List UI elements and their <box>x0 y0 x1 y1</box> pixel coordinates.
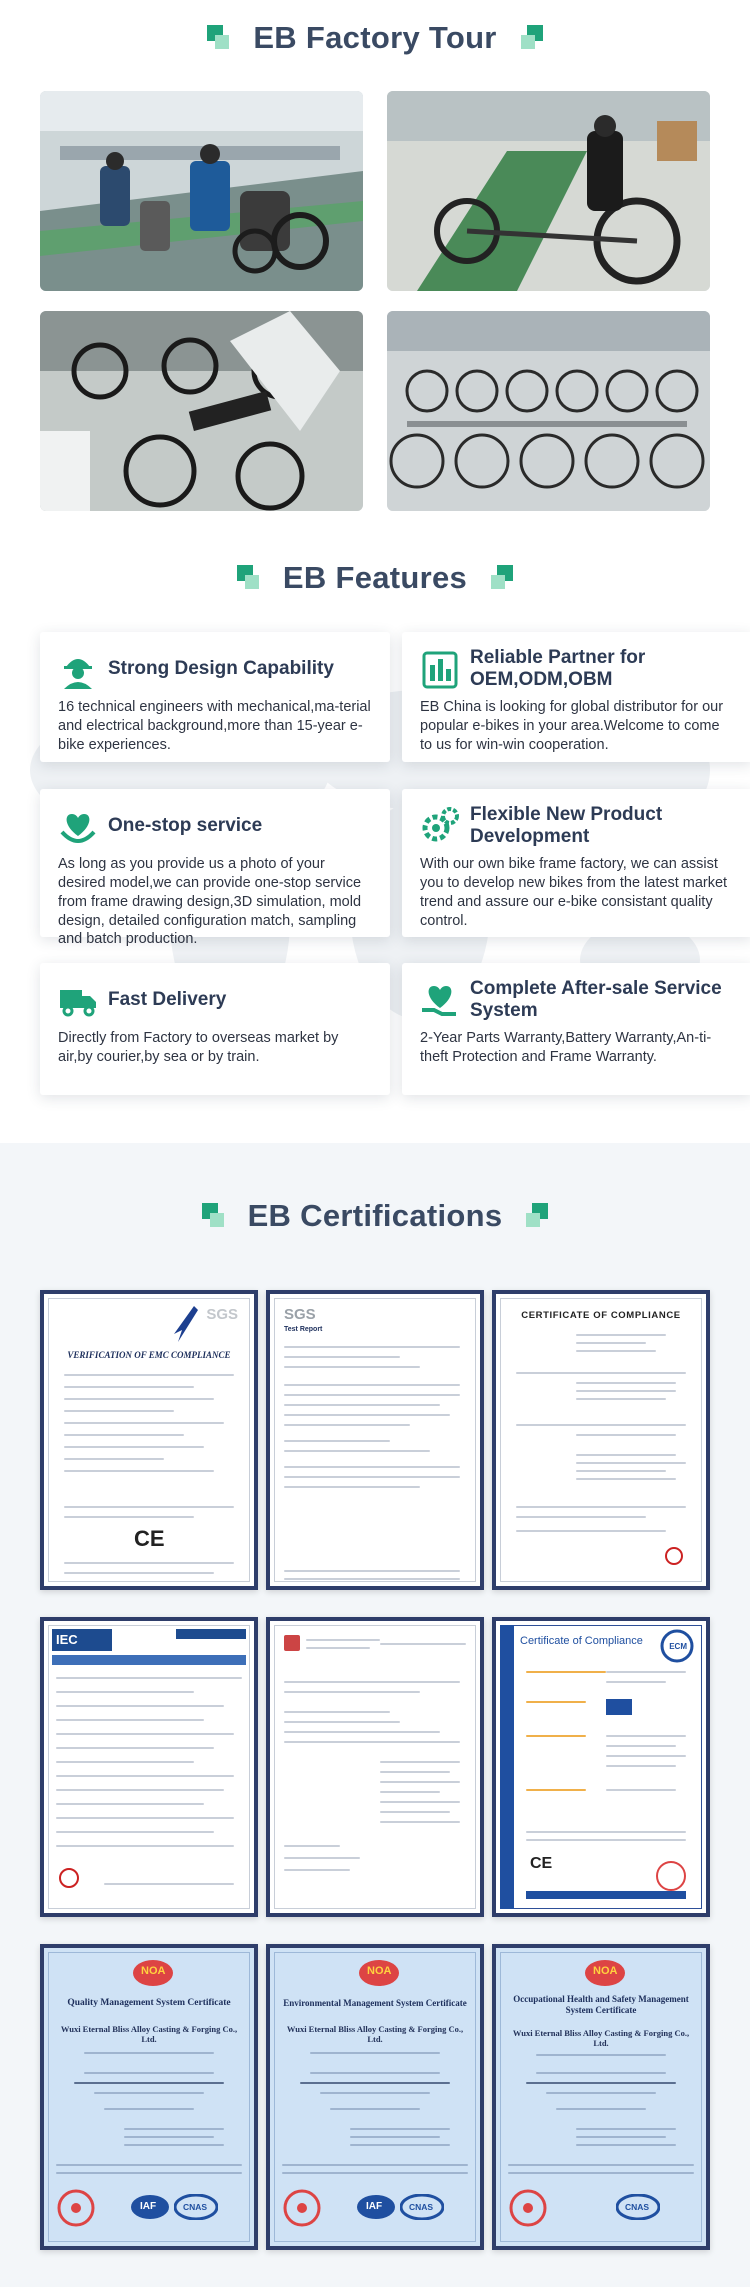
feature-text: Directly from Factory to overseas market by air,by courier,by sea or by train. <box>58 1030 339 1065</box>
ecm-logo: ECM <box>669 1642 687 1651</box>
features-title: EB Features <box>282 560 468 595</box>
feature-title: Strong Design Capability <box>108 658 334 680</box>
features-section-title <box>0 560 750 596</box>
certifications-section-title <box>0 1198 750 1234</box>
decor-squares-icon <box>489 565 515 591</box>
factory-title: EB Factory Tour <box>253 20 497 55</box>
red-seal-icon <box>56 2188 96 2228</box>
certificate-heading: Occupational Health and Safety Management System Certificate <box>513 1994 689 2016</box>
certificate-environmental-management <box>266 1944 484 2250</box>
noa-logo: NOA <box>141 1965 166 1977</box>
decor-squares-icon <box>519 25 545 51</box>
noa-logo: NOA <box>367 1965 392 1977</box>
certificate-company: Wuxi Eternal Bliss Alloy Casting & Forging Co., Ltd. <box>512 2028 690 2048</box>
red-seal-icon <box>282 2188 322 2228</box>
truck-icon <box>58 980 98 1020</box>
certificate-test-document <box>266 1617 484 1917</box>
feature-card-development <box>402 789 750 937</box>
sgs-logo: SGS <box>206 1306 238 1323</box>
certificate-ecm-compliance <box>492 1617 710 1917</box>
feature-card-aftersale <box>402 963 750 1095</box>
certificate-heading: CERTIFICATE OF COMPLIANCE <box>521 1310 681 1321</box>
iaf-logo: IAF <box>366 2201 383 2212</box>
iaf-logo: IAF <box>140 2201 157 2212</box>
cnas-logo: CNAS <box>183 2202 208 2212</box>
feature-text: 2-Year Parts Warranty,Battery Warranty,An-ti-theft Protection and Frame Warranty. <box>420 1030 712 1065</box>
feature-text: 16 technical engineers with mechanical,ma-terial and electrical background,more than 15-year e-bike experiences. <box>58 699 371 753</box>
eagle-icon <box>164 1304 204 1344</box>
feature-card-partner <box>402 632 750 762</box>
certificate-sgs-test-report <box>266 1290 484 1590</box>
decor-squares-icon <box>524 1203 550 1229</box>
certificate-occupational-health <box>492 1944 710 2250</box>
ce-mark-icon: CE <box>530 1855 553 1872</box>
sgs-logo: SGS <box>284 1306 316 1323</box>
certifications-title: EB Certifications <box>247 1198 503 1233</box>
ul-mark-icon <box>664 1546 684 1566</box>
factory-photo-4 <box>387 311 710 511</box>
factory-photo-2 <box>387 91 710 291</box>
noa-logo: NOA <box>593 1965 618 1977</box>
ce-mark-icon: CE <box>134 1526 165 1551</box>
service-icon <box>58 806 98 846</box>
decor-squares-icon <box>200 1203 226 1229</box>
certificate-heading: Quality Management System Certificate <box>67 1998 231 2008</box>
feature-card-delivery <box>40 963 390 1095</box>
certificate-of-compliance <box>492 1290 710 1590</box>
ul-mark-icon <box>58 1867 80 1889</box>
feature-title: Reliable Partner for OEM,ODM,OBM <box>470 647 646 690</box>
feature-title: Fast Delivery <box>108 989 227 1011</box>
gear-icon <box>420 806 460 846</box>
feature-card-design <box>40 632 390 762</box>
partner-icon <box>420 649 460 689</box>
certificate-company: Wuxi Eternal Bliss Alloy Casting & Forging Co., Ltd. <box>286 2024 464 2044</box>
factory-photo-1 <box>40 91 363 291</box>
engineer-icon <box>58 649 98 689</box>
factory-section-title <box>0 20 750 56</box>
feature-text: EB China is looking for global distributor for our popular e-bikes in your area.Welcome to come to us for win-win cooperation. <box>420 699 724 753</box>
feature-card-onestop <box>40 789 390 948</box>
feature-text: With our own bike frame factory, we can assist you to develop new bikes from the latest market trend and assure our e-bike consistant quality control. <box>420 856 728 929</box>
iec-logo: IEC <box>56 1632 78 1647</box>
certificate-heading: Environmental Management System Certificate <box>283 1998 467 2008</box>
certificate-emc <box>40 1290 258 1590</box>
decor-squares-icon <box>205 25 231 51</box>
feature-text: As long as you provide us a photo of your desired model,we can provide one-stop service from frame drawing design,3D simulation, mold design, detailed configuration match, sampling and batch production. <box>58 856 362 948</box>
heart-hand-icon <box>420 980 460 1020</box>
certificate-iec <box>40 1617 258 1917</box>
factory-photo-3 <box>40 311 363 511</box>
feature-title: Flexible New Product Development <box>470 804 663 847</box>
feature-title: Complete After-sale Service System <box>470 978 722 1021</box>
certificate-quality-management <box>40 1944 258 2250</box>
red-seal-icon <box>508 2188 548 2228</box>
red-seal-icon <box>654 1859 688 1893</box>
certificate-heading: VERIFICATION OF EMC COMPLIANCE <box>67 1350 231 1360</box>
certificate-heading: Certificate of Compliance <box>520 1635 643 1647</box>
feature-title: One-stop service <box>108 815 263 837</box>
certificate-company: Wuxi Eternal Bliss Alloy Casting & Forging Co., Ltd. <box>60 2024 238 2044</box>
cnas-logo: CNAS <box>625 2202 650 2212</box>
cnas-logo: CNAS <box>409 2202 434 2212</box>
decor-squares-icon <box>235 565 261 591</box>
certificate-heading: Test Report <box>284 1326 323 1333</box>
